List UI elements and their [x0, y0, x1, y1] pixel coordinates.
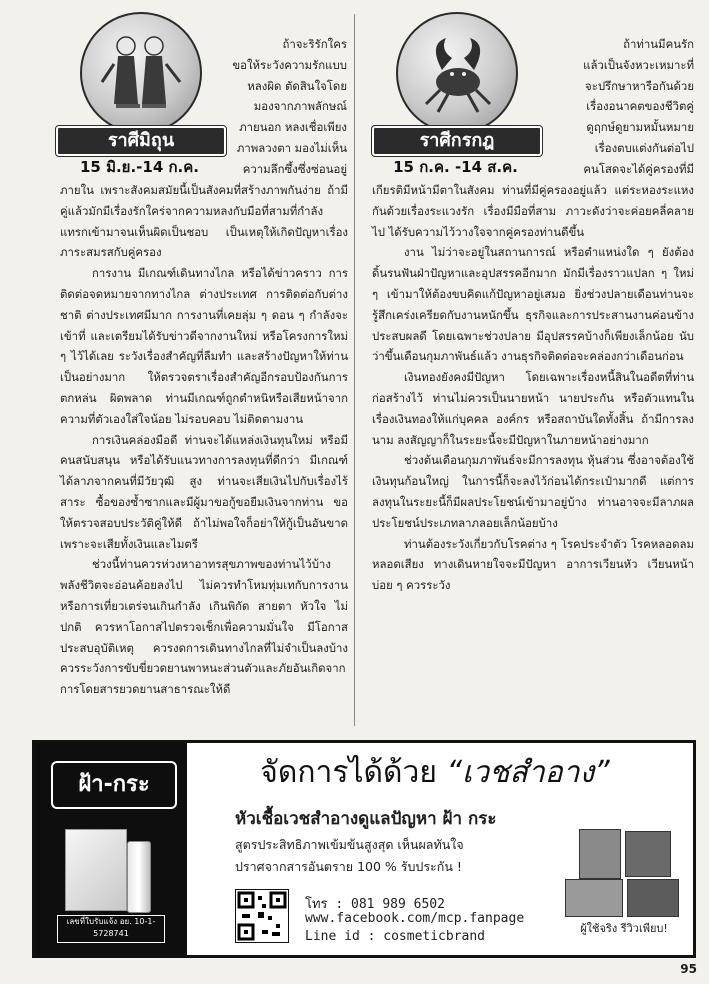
cancer-emblem: [368, 8, 543, 178]
gemini-wrap-text: [232, 34, 347, 180]
gemini-health-paragraph: ช่วงนี้ท่านควรห่วงหาอาทรสุขภาพของท่านไว้บ้าง พลังชีวิตจะอ่อนค้อยลงไป ไม่ควรทำโหมทุ่มเทกับการงาน หรือการเที่ยวเตร่จนเกินกำลัง เกินพิกัด สายตา หัวใจ ไม่ปกติ ควรหาโอกาสไปตรวจเช็กเพื่อความมั่นใจ มีโอกาสประสบอุบัติเหตุ ควรงดการเดินทางไกลที่ไม่จำเป็นลงบ้าง ควรระวังการขับขี่ยวดยานพาหนะส่วนตัวและภัยอันเกิดจากการโดยสารยวดยานสาธารณะให้ดี: [60, 557, 348, 697]
text-line: ภาพลวงตา มองไม่เห็น: [236, 140, 347, 155]
cancer-illustration: [396, 12, 518, 134]
text-line: แล้วเป็นจังหวะเหมาะที่: [583, 57, 694, 72]
cancer-health-paragraph: ท่านต้องระวังเกี่ยวกับโรคต่าง ๆ โรคประจำตัว โรคหลอดลม หลอดเสียง ทางเดินหายใจจะมีปัญหา อาการเวียนหัว เวียนหน้าบ่อย ๆ ควรระวัง: [372, 536, 694, 593]
cancer-work-paragraph: งาน ไม่ว่าจะอยู่ในสถานการณ์ หรือตำแหน่งใด ๆ ยังต้องดิ้นรนฟันฝ่าปัญหาและอุปสรรคอีกมาก มักมีเรื่องราวแปลก ๆ ใหม่ ๆ เข้ามาให้ต้องขบคิดแก้ปัญหาอยู่เสมอ ยิ่งช่วงปลายเดือนท่านจะรู้สึกเคร่งเครียดกับงานหนักขึ้น ธุรกิจและการประสานงานค่อนข้างประสบผลดี โดยเฉพาะช่วงปลาย มีอุปสรรคบ้างก็เพียงเล็กน้อย นับว่าขึ้นเดือนกุมภาพันธ์แล้ว งานธุรกิจติดต่อจะคล่องกว่าเดือนก่อน: [372, 245, 694, 364]
gemini-date-range: 15 มิ.ย.-14 ก.ค.: [79, 158, 199, 176]
text-line: ดูฤกษ์ดูยามหมั้นหมาย: [586, 120, 694, 135]
cancer-sign-title: ราศีกรกฎ: [372, 126, 542, 156]
ad-headline-brand: “เวชสำอาง”: [446, 755, 610, 790]
gemini-illustration: [80, 12, 202, 134]
cancer-horoscope-body: [372, 180, 694, 596]
cancer-love-paragraph: เกียรติมีหน้ามีตาในสังคม ท่านที่มีคู่ครองอยู่แล้ว แต่ระหองระแหงกันด้วยเรื่องระแวงรัก เรื่องมีมือที่สาม ภาวะดังว่าจะค่อยคลี่คลายไป ได้รับความไว้วางใจจากคู่ครองท่านดีขึ้น: [372, 183, 694, 239]
gemini-work-paragraph: การงาน มีเกณฑ์เดินทางไกล หรือได้ข่าวคราว การติดต่อจดหมายจากทางไกล ต่างประเทศ การติดต่อกับต่างชาติ ต่างประเทศมีมาก การงานที่เคยลุ่ม ๆ ดอน ๆ กำลังจะเข้าที่ และเตรียมได้รับข่าวดีจากงานใหม่ หรือโครงการใหม่ ๆ ไว้ได้เลย ระวังเรื่องสำคัญที่ลืมทำ และสร้างปัญหาให้ท่านเป็นอย่างมาก ให้ตรวจตราเรื่องสำคัญอีกรอบป้องกันการตกหล่น ผิดพลาด ท่านมีเกณฑ์ถูกตำหนิหรือเสียหน้าจากความที่ตัวเองใส่ใจน้อย ไม่รอบคอบ ไม่ติดตามงาน: [60, 266, 348, 426]
qr-code[interactable]: [235, 889, 289, 943]
text-line: ถ้าจะริรักใคร: [282, 37, 347, 51]
cancer-money-paragraph: เงินทองยังคงมีปัญหา โดยเฉพาะเรื่องหนี้สินในอดีตที่ท่านก่อสร้างไว้ ท่านไม่ควรเป็นนายหน้า นายประกัน หรือตัวแทนในเรื่องเงินทองให้แก่บุคคล องค์กร หรือสถาบันใดทั้งสิ้น ถ้ามีการลงนาม ลงสัญญาก็ในระยะนี้จะมีปัญหาในภายหน้าอย่างมาก: [372, 370, 694, 447]
page-number: 95: [680, 962, 697, 976]
ad-product-panel: [35, 743, 187, 955]
text-line: หลงผิด ตัดสินใจโดย: [247, 78, 347, 93]
ad-line-id: Line id : cosmeticbrand: [305, 929, 486, 944]
fda-registration: เลขที่ใบรับแจ้ง อย. 10-1-5728741: [57, 915, 165, 943]
ad-phone: โทร : 081 989 6502: [305, 897, 445, 912]
ad-facebook-link[interactable]: www.facebook.com/mcp.fanpage: [305, 911, 525, 926]
text-line: จะปรึกษาหารือกันด้วย: [585, 78, 694, 93]
text-line: มองจากภาพลักษณ์: [253, 99, 347, 114]
gemini-money-paragraph: การเงินคล่องมือดี ท่านจะได้แหล่งเงินทุนใหม่ หรือมีคนสนับสนุน หรือได้รับแนวทางการลงทุนที่ดีกว่า มีเกณฑ์ได้ลาภจากคนที่มีวัยวุฒิ สูง ท่านจะเสียเงินไปกับเรื่องไร้สาระ ซื้อของซ้ำซากและมีผู้มาขอกู้ขอยืมเงินจากท่าน ขอให้ตรวจสอบประวัติคู่ให้ดี ถ้าไม่พอใจก็อย่าให้กู้เป็นอันขาด เพราะจะเสียทั้งเงินและไมตรี: [60, 432, 348, 551]
photo-caption: ผู้ใช้จริง รีวิวเพียบ!: [580, 922, 668, 935]
ad-claim-1: สูตรประสิทธิภาพเข้มข้นสูงสุด เห็นผลทันใจ: [235, 837, 464, 852]
text-line: ภายนอก หลงเชื่อเพียง: [239, 120, 347, 135]
gemini-sign-title: ราศีมิถุน: [56, 126, 226, 156]
gemini-love-paragraph: ภายใน เพราะสังคมสมัยนี้เป็นสังคมที่สร้างภาพกันง่าย ถ้ามีคู่แล้วมักมีเรื่องรักใคร่จากความหลงกับมือที่สามที่กำลังแทรกเข้ามาจนเห็นผิดเป็นชอบ เป็นเหตุให้เกิดปัญหาเรื่องภาระสมรสกับคู่ครอง: [60, 183, 348, 260]
ad-headline: [195, 751, 675, 795]
customer-photo: [625, 831, 671, 877]
ad-claim-2: ปราศจากสารอันตราย 100 % รับประกัน !: [235, 859, 462, 874]
ad-brand-badge: ฝ้า-กระ: [51, 761, 177, 809]
customer-photo: [627, 879, 679, 917]
text-line: ความลึกซึ้งซึ่งซ่อนอยู่: [242, 161, 347, 176]
ad-subheading: หัวเชื้อเวชสำอางดูแลปัญหา ฝ้า กระ: [235, 809, 497, 829]
customer-photo: [565, 879, 623, 917]
product-box-image: [65, 829, 127, 911]
text-line: เรื่องตบแต่งกันต่อไป: [594, 140, 694, 155]
gemini-emblem: [52, 8, 227, 178]
column-divider: [354, 14, 355, 726]
cancer-investment-paragraph: ช่วงต้นเดือนกุมภาพันธ์จะมีการลงทุน หุ้นส่วน ซึ่งอาจต้องใช้เงินทุนก้อนใหญ่ ในการนี้ก็จะลงไว้ก่อนได้กระเป๋ามากดี แต่การลงทุนในระยะนี้ก็มีผลประโยชน์เข้ามาอยู่บ้าง ท่านอาจจะมีลาภผลประโยชน์ประเภทลาภลอยเล็กน้อยบ้าง: [372, 453, 694, 530]
product-tube-image: [127, 841, 151, 913]
text-line: เรื่องอนาคตของชีวิตคู่: [586, 99, 694, 114]
cancer-date-range: 15 ก.ค. -14 ส.ค.: [393, 158, 518, 176]
gemini-horoscope-body: [60, 180, 348, 700]
cancer-wrap-text: [548, 34, 694, 180]
ad-headline-text: จัดการได้ด้วย: [260, 755, 437, 790]
text-line: คนโสดจะได้คู่ครองที่มี: [583, 161, 694, 176]
customer-photo: [579, 829, 621, 879]
cosmetic-advertisement: [32, 740, 696, 958]
text-line: ขอให้ระวังความรักแบบ: [232, 57, 347, 72]
text-line: ถ้าท่านมีคนรัก: [623, 37, 694, 51]
